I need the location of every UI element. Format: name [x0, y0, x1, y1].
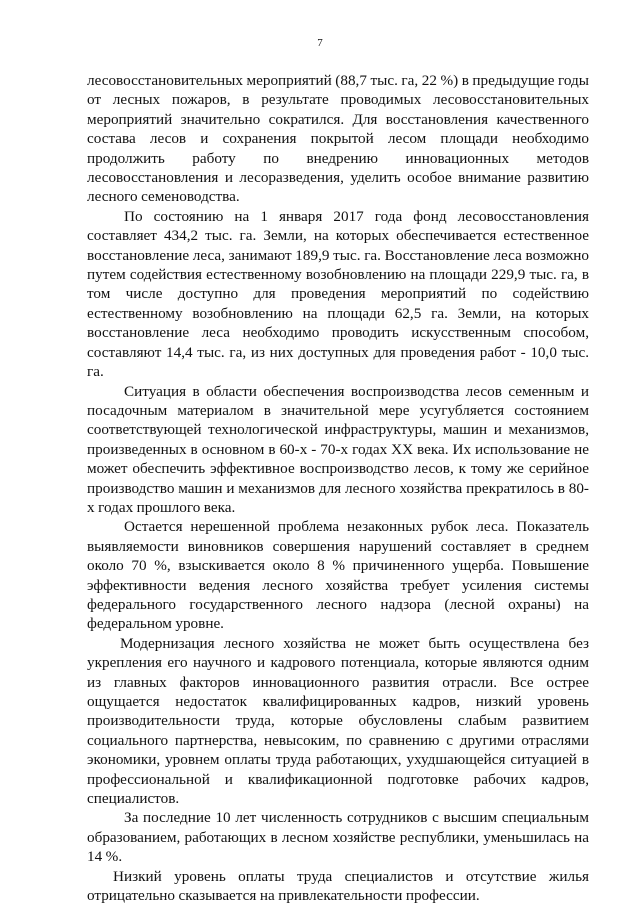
paragraph-1: лесовосстановительных мероприятий (88,7 тыс. га, 22 %) в предыдущие годы от лесных пожаров, в результате проводимых лесовосстановительных мероприятий значительно сократился. Для восстановления качественного состава лесов и сохранения покрытой лесом площади необходимо продолжить работу по внедрению инновационных методов лесовосстановления и лесоразведения, уделить особое внимание развитию лесного семеноводства. — [87, 72, 589, 206]
document-body — [87, 71, 589, 905]
paragraph-7: Низкий уровень оплаты труда специалистов и отсутствие жилья отрицательно сказывается на привлекательности профессии. — [87, 867, 589, 905]
paragraph-2: По состоянию на 1 января 2017 года фонд лесовосстановления составляет 434,2 тыс. га. Земли, на которых обеспечивается естественное восстановление леса, занимают 189,9 тыс. га. Восстановление леса возможно путем содействия естественному возобновлению на площади 229,9 тыс. га, в том числе доступно для проведения мероприятий по содействию естественному возобновлению на площади 62,5 га. Земли, на которых восстановление леса необходимо проводить искусственным способом, составляют 14,4 тыс. га, из них доступных для проведения работ - 10,0 тыс. га. — [87, 207, 589, 381]
paragraph-4: Остается нерешенной проблема незаконных рубок леса. Показатель выявляемости виновников совершения нарушений составляет в среднем около 70 %, взыскивается около 8 % причиненного ущерба. Повышение эффективности ведения лесного хозяйства требует усиления системы федерального государственного лесного надзора (лесной охраны) на федеральном уровне. — [87, 518, 589, 633]
paragraph-5: Модернизация лесного хозяйства не может быть осуществлена без укрепления его научного и кадрового потенциала, которые являются одним из главных факторов инновационного развития отрасли. Все острее ощущается недостаток квалифицированных кадров, низкий уровень производительности труда, которые обусловлены слабым развитием социального партнерства, невысоким, по сравнению с другими отраслями экономики, уровнем оплаты труда работающих, ухудшающейся ситуацией в профессиональной и квалификационной подготовке рабочих кадров, специалистов. — [87, 634, 589, 808]
page-number: 7 — [317, 37, 323, 49]
paragraph-3: Ситуация в области обеспечения воспроизводства лесов семенным и посадочным материалом в значительной мере усугубляется состоянием соответствующей технологической инфраструктуры, машин и механизмов, произведенных в основном в 60-х - 70-х годах XX века. Их использование не может обеспечить эффективное воспроизводство лесов, к тому же серийное производство машин и механизмов для лесного хозяйства прекратилось в 80-х годах прошлого века. — [87, 382, 589, 516]
paragraph-6: За последние 10 лет численность сотрудников с высшим специальным образованием, работающих в лесном хозяйстве республики, уменьшилась на 14 %. — [87, 809, 589, 866]
